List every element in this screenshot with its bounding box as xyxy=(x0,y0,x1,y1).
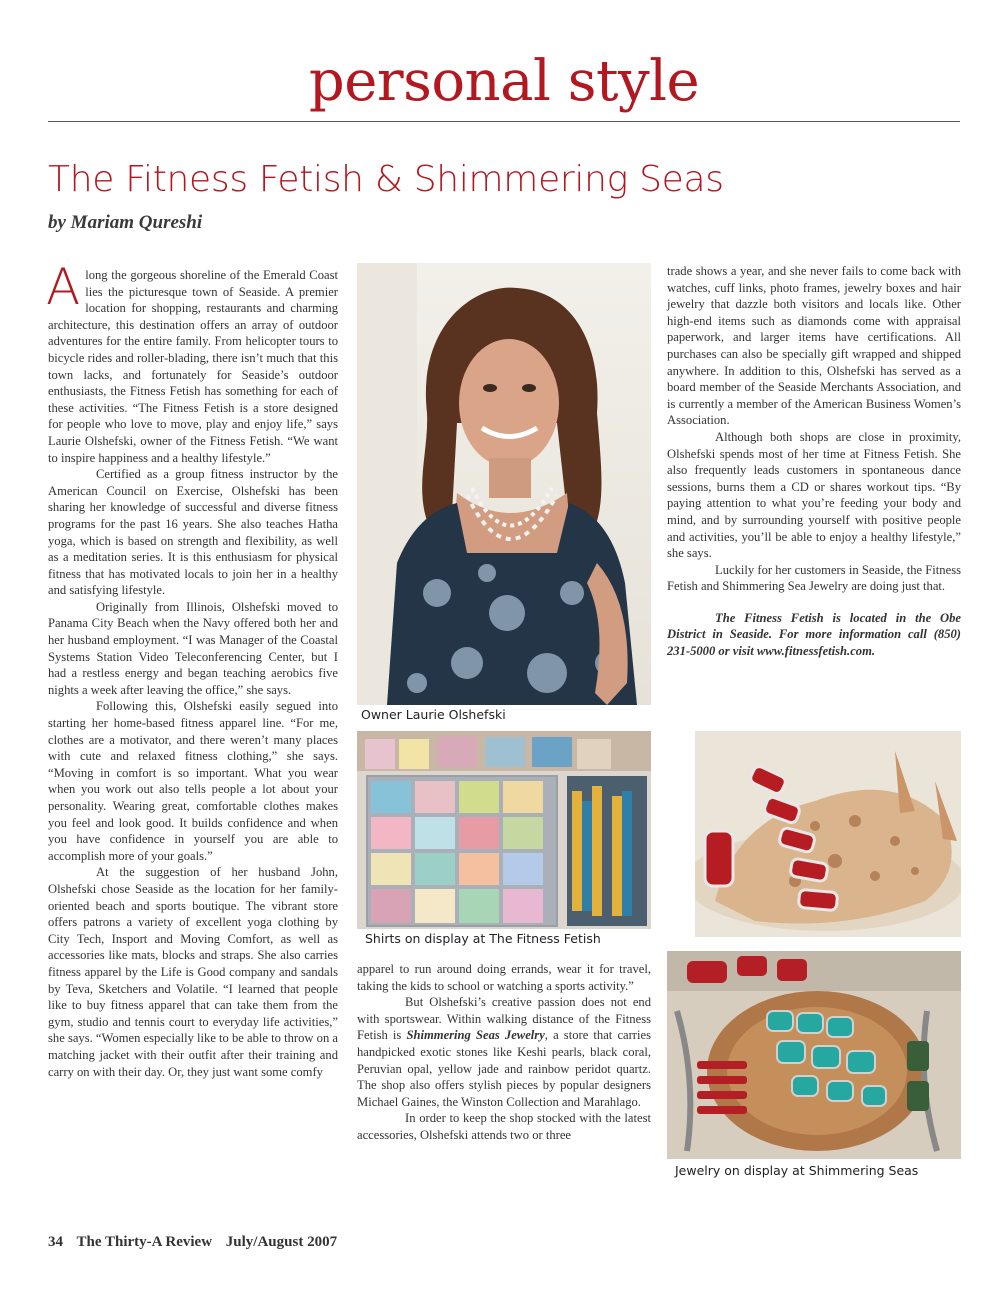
paragraph: At the suggestion of her husband John, Olshefski chose Seaside as the location for her family-oriented beach and sports boutique. The vibrant store offers patrons a variety of excellent yoga clothing by City Tech, Insport and Moving Comfort, as well as accessories like mats, blocks and straps. She also carries fitness apparel by the Life is Good company and sandals by Teva, Sketchers and Volatile. “I learned that people like to buy fitness apparel that can take them from the gym, studio and tennis court to everyday life activities,” she says. “Women especially like to be able to throw on a matching jacket with their outfit after their training and carry on with their day. Or, they just want some comfy xyxy=(48,865,338,1079)
section-title: personal style xyxy=(308,49,700,114)
paragraph: trade shows a year, and she never fails to come back with watches, cuff links, photo frames, jewelry boxes and hair jewelry that dazzle both visitors and locals like. Other high-end items such as diamonds come with appraisal paperwork, and larger items have certifications. All purchases can also be specially gift wrapped and shipped anywhere. In addition to this, Olshefski has served as a board member of the Seaside Merchants Association, and is currently a member of the American Business Women’s Association. xyxy=(667,264,961,428)
page-number: 34 xyxy=(48,1234,63,1250)
article-headline: The Fitness Fetish & Shimmering Seas xyxy=(48,159,724,200)
article-byline: by Mariam Qureshi xyxy=(48,212,203,233)
paragraph: Following this, Olshefski easily segued into starting her home-based fitness apparel line. “For me, clothes are a motivator, and there weren’t many places with cute and relaxed fitness clothing,” she says. “Moving in comfort is so important. What you wear when you work out also tells people a lot about your personality. Wearing great, comfortable clothes makes you feel and look good. It builds confidence and when you have confidence in yourself you are able to accomplish more of your goals.” xyxy=(48,699,338,863)
paragraph: In order to keep the shop stocked with the latest accessories, Olshefski attends two or three xyxy=(357,1111,651,1142)
publication-name: The Thirty-A Review xyxy=(76,1234,213,1250)
photo-caption-owner: Owner Laurie Olshefski xyxy=(361,707,506,722)
article-column-3 xyxy=(667,263,961,660)
paragraph: Along the gorgeous shoreline of the Emerald Coast lies the picturesque town of Seaside. A premier location for shopping, restaurants and charming architecture, this destination offers an array of outdoor adventures for the entire family. From helicopter tours to bicycle rides and roller-blading, there isn’t much that this town lacks, and fortunately for Seaside’s outdoor enthusiasts, the Fitness Fetish has something for each of these activities. “The Fitness Fetish is a store designed for people who love to move, play and enjoy life,” says Laurie Olshefski, owner of the Fitness Fetish. “We want to inspire happiness and a healthy lifestyle.” xyxy=(46,258,338,465)
drop-cap: A xyxy=(46,258,81,316)
paragraph: Originally from Illinois, Olshefski moved to Panama City Beach when the Navy offered both her and her husband employment. “I was Manager of the Coastal Systems Station Video Teleconferencing Center, but I had a restless energy and began teaching aerobics five nights a week after leaving the office,” she says. xyxy=(48,599,338,697)
jewelry-shell-photo xyxy=(695,731,961,937)
page-footer xyxy=(48,1234,347,1251)
paragraph: apparel to run around doing errands, wear it for travel, taking the kids to school or watching a sports activity.” xyxy=(357,962,651,993)
paragraph: But Olshefski’s creative passion does not end with sportswear. Within walking distance of the Fitness Fetish is Shimmering Seas Jewelry, a store that carries handpicked exotic stones like Keshi pearls, black coral, Peruvian opal, yellow jade and rainbow peridot quartz. The shop also offers stylish pieces by popular designers Michael Gaines, the Winston Collection and Marahlago. xyxy=(357,995,651,1109)
title-divider xyxy=(48,121,960,122)
issue-date: July/August 2007 xyxy=(225,1234,338,1250)
store-info: The Fitness Fetish is located in the Obe District in Seaside. For more information call (850) 231-5000 or visit www.fitnessfetish.com. xyxy=(667,610,961,659)
jewelry-turquoise-photo xyxy=(667,951,961,1159)
photo-caption-jewelry: Jewelry on display at Shimmering Seas xyxy=(675,1163,919,1178)
owner-photo xyxy=(357,263,651,705)
paragraph: Although both shops are close in proximity, Olshefski spends most of her time at Fitness Fetish. She also frequently leads customers in spontaneous dance sessions, burns them a CD or shares workout tips. “By paying attention to what you’re feeding your body and mind, and by surrounding yourself with positive people and activities, you’ll be able to enjoy a healthy lifestyle,” she says. xyxy=(667,429,961,561)
article-column-2 xyxy=(357,961,651,1144)
store-name-emphasis: Shimmering Seas Jewelry xyxy=(406,1028,545,1043)
article-column-1 xyxy=(46,258,338,1080)
paragraph: Certified as a group fitness instructor by the American Council on Exercise, Olshefski has been sharing her knowledge of successful and diverse fitness programs for the past 16 years. She also teaches Hatha yoga, which is based on strength and flexibility, as well as a meditation series. It is this enthusiasm for physical fitness that has motivated locals to join her in a healthy and satisfying lifestyle. xyxy=(48,467,338,598)
shirts-photo xyxy=(357,731,651,929)
paragraph: Luckily for her customers in Seaside, the Fitness Fetish and Shimmering Sea Jewelry are doing just that. xyxy=(667,562,961,594)
photo-caption-shirts: Shirts on display at The Fitness Fetish xyxy=(365,931,601,946)
